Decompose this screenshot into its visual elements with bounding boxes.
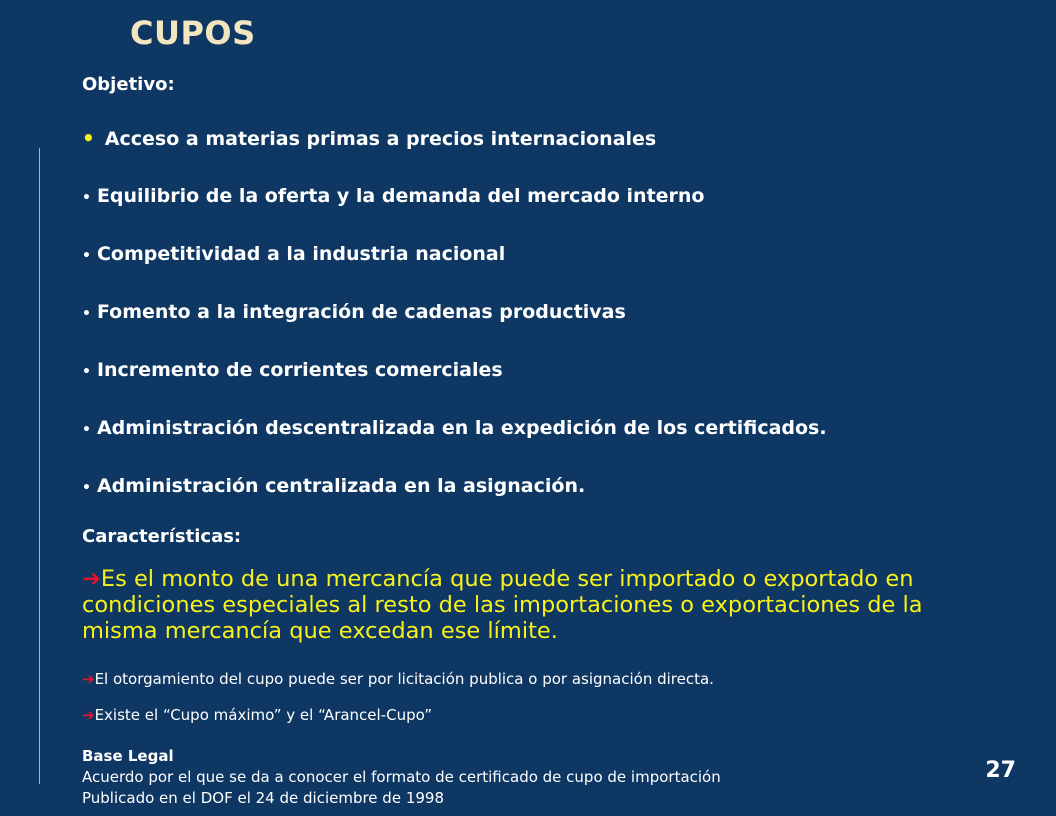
- base-legal-block: [82, 746, 721, 809]
- list-item: • Competitividad a la industria nacional: [82, 243, 506, 265]
- list-item: • Administración centralizada en la asignación.: [82, 475, 586, 497]
- arrow-right-icon: ➔: [82, 670, 95, 688]
- list-item: • Equilibrio de la oferta y la demanda del mercado interno: [82, 185, 705, 207]
- bullet-icon: •: [82, 480, 91, 496]
- vertical-divider-line: [39, 148, 40, 784]
- caracteristica-item: ➔El otorgamiento del cupo puede ser por licitación publica o por asignación directa.: [82, 670, 714, 688]
- bullet-icon: •: [82, 422, 91, 438]
- bullet-icon: •: [82, 126, 95, 150]
- base-legal-line: Publicado en el DOF el 24 de diciembre de 1998: [82, 789, 444, 807]
- bullet-icon: •: [82, 248, 91, 264]
- caracteristica-main: ➔Es el monto de una mercancía que puede ser importado o exportado en condiciones especiales al resto de las importaciones o exportaciones de la misma mercancía que excedan ese límite.: [82, 566, 923, 644]
- arrow-right-icon: ➔: [82, 706, 95, 724]
- list-item: • Incremento de corrientes comerciales: [82, 359, 503, 381]
- objetivos-list: [82, 124, 827, 530]
- caracteristicas-heading: Características:: [82, 526, 242, 547]
- base-legal-line: Acuerdo por el que se da a conocer el formato de certificado de cupo de importación: [82, 768, 721, 786]
- bullet-icon: •: [82, 190, 91, 206]
- list-item: • Administración descentralizada en la expedición de los certificados.: [82, 417, 827, 439]
- list-item: • Fomento a la integración de cadenas productivas: [82, 301, 626, 323]
- bullet-icon: •: [82, 306, 91, 322]
- caracteristica-item: ➔Existe el “Cupo máximo” y el “Arancel-Cupo”: [82, 706, 433, 724]
- arrow-right-icon: ➔: [82, 566, 101, 592]
- page-number: 27: [985, 758, 1016, 783]
- bullet-icon: •: [82, 364, 91, 380]
- list-item: • Acceso a materias primas a precios internacionales: [82, 126, 657, 150]
- objetivo-heading: Objetivo:: [82, 74, 175, 95]
- slide-title: CUPOS: [130, 14, 256, 52]
- base-legal-title: Base Legal: [82, 747, 174, 765]
